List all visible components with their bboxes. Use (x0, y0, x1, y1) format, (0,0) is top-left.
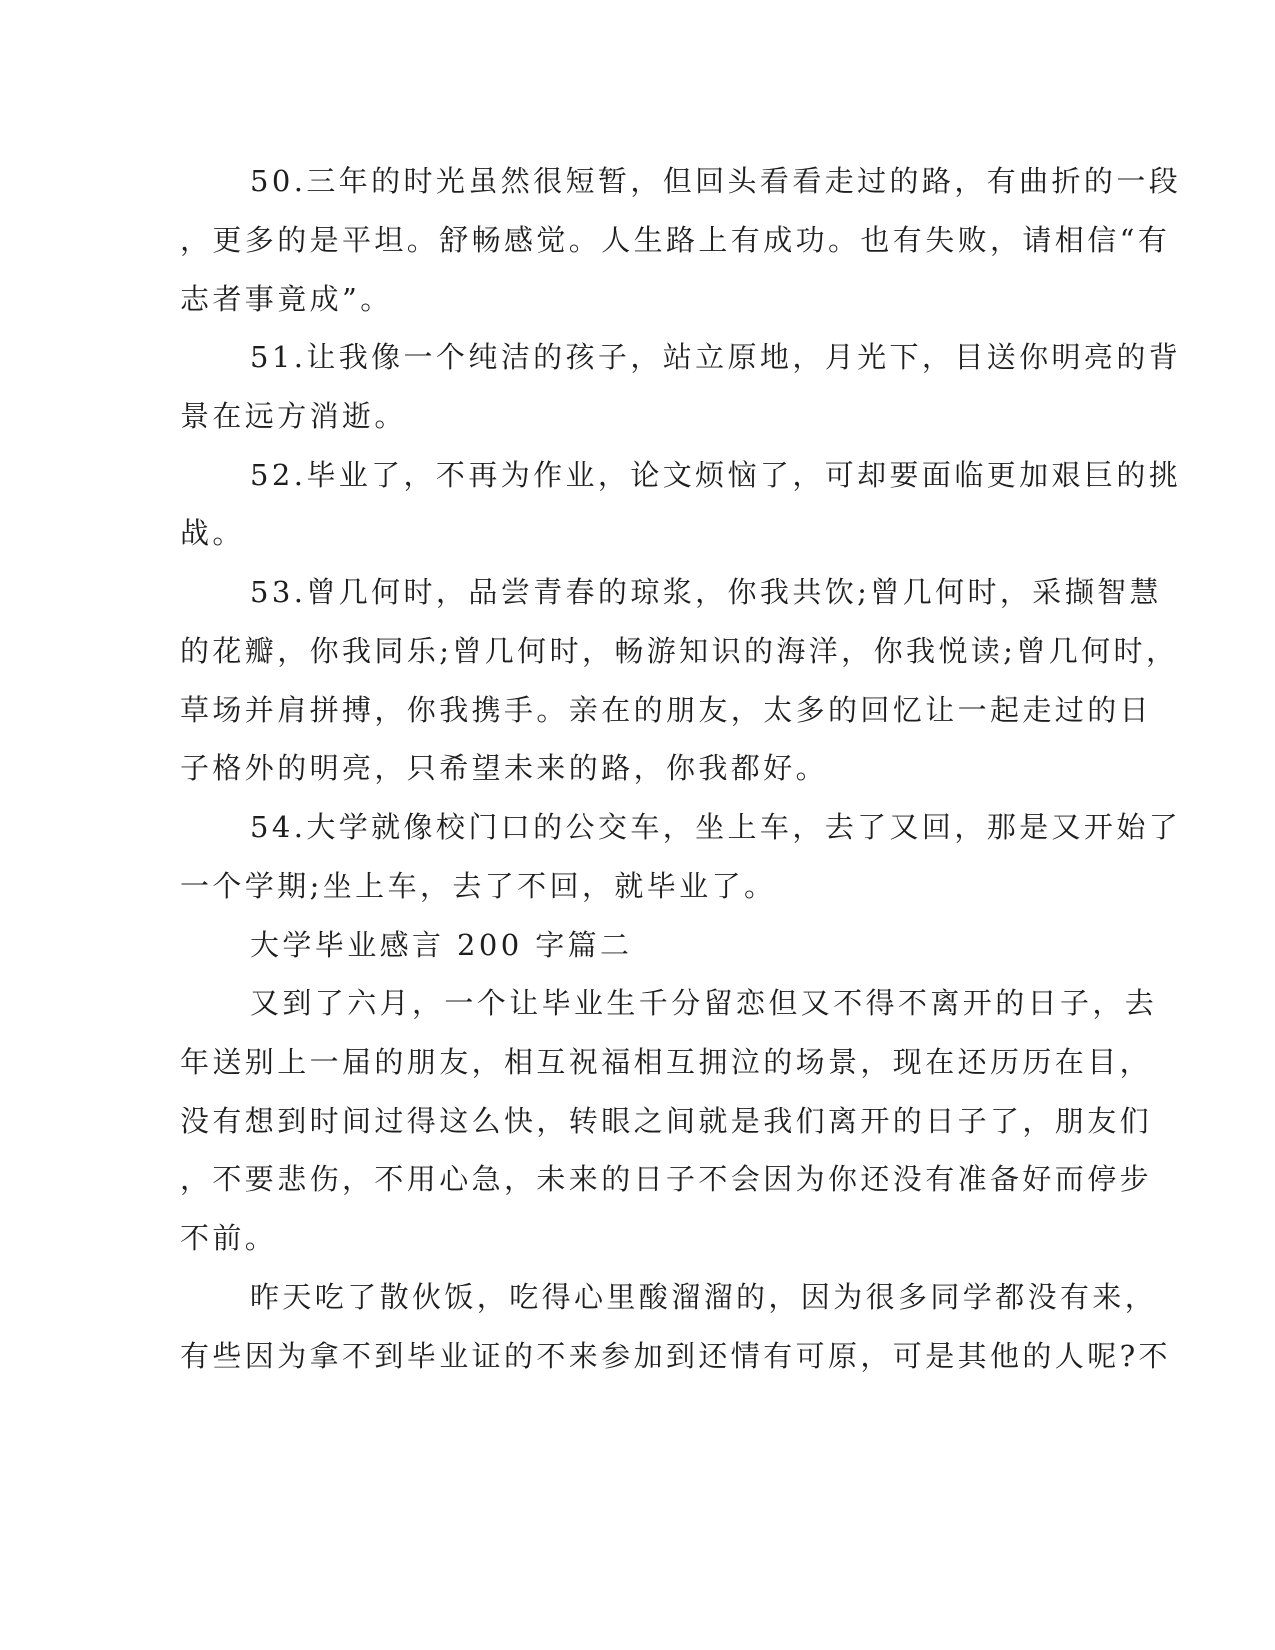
text-line: ，更多的是平坦。舒畅感觉。人生路上有成功。也有失败，请相信“有 (180, 223, 1171, 257)
text-line: 志者事竟成”。 (180, 282, 393, 316)
text-line: 战。 (180, 516, 245, 550)
text-line: 52.毕业了，不再为作业，论文烦恼了，可却要面临更加艰巨的挑 (250, 458, 1182, 492)
text-line: 有些因为拿不到毕业证的不来参加到还情有可原，可是其他的人呢?不 (180, 1339, 1171, 1373)
text-line: 草场并肩拼搏，你我携手。亲在的朋友，太多的回忆让一起走过的日 (180, 693, 1153, 727)
text-line: 53.曾几何时，品尝青春的琼浆，你我共饮;曾几何时，采撷智慧 (250, 575, 1162, 609)
text-line: 51.让我像一个纯洁的孩子，站立原地，月光下，目送你明亮的背 (250, 340, 1182, 374)
section-heading: 大学毕业感言 200 字篇二 (250, 928, 633, 962)
text-line: 一个学期;坐上车，去了不回，就毕业了。 (180, 869, 777, 903)
text-line: 没有想到时间过得这么快，转眼之间就是我们离开的日子了，朋友们 (180, 1104, 1153, 1138)
text-line: ，不要悲伤，不用心急，未来的日子不会因为你还没有准备好而停步 (180, 1162, 1153, 1196)
text-line: 年送别上一届的朋友，相互祝福相互拥泣的场景，现在还历历在目， (180, 1045, 1153, 1079)
text-line: 不前。 (180, 1221, 278, 1255)
text-line: 又到了六月，一个让毕业生千分留恋但又不得不离开的日子，去 (250, 986, 1158, 1020)
text-line: 的花瓣，你我同乐;曾几何时，畅游知识的海洋，你我悦读;曾几何时， (180, 634, 1179, 668)
text-line: 昨天吃了散伙饭，吃得心里酸溜溜的，因为很多同学都没有来， (250, 1280, 1158, 1314)
text-line: 54.大学就像校门口的公交车，坐上车，去了又回，那是又开始了 (250, 810, 1182, 844)
text-line: 50.三年的时光虽然很短暂，但回头看看走过的路，有曲折的一段 (250, 164, 1182, 198)
text-line: 景在远方消逝。 (180, 399, 407, 433)
text-line: 子格外的明亮，只希望未来的路，你我都好。 (180, 751, 829, 785)
